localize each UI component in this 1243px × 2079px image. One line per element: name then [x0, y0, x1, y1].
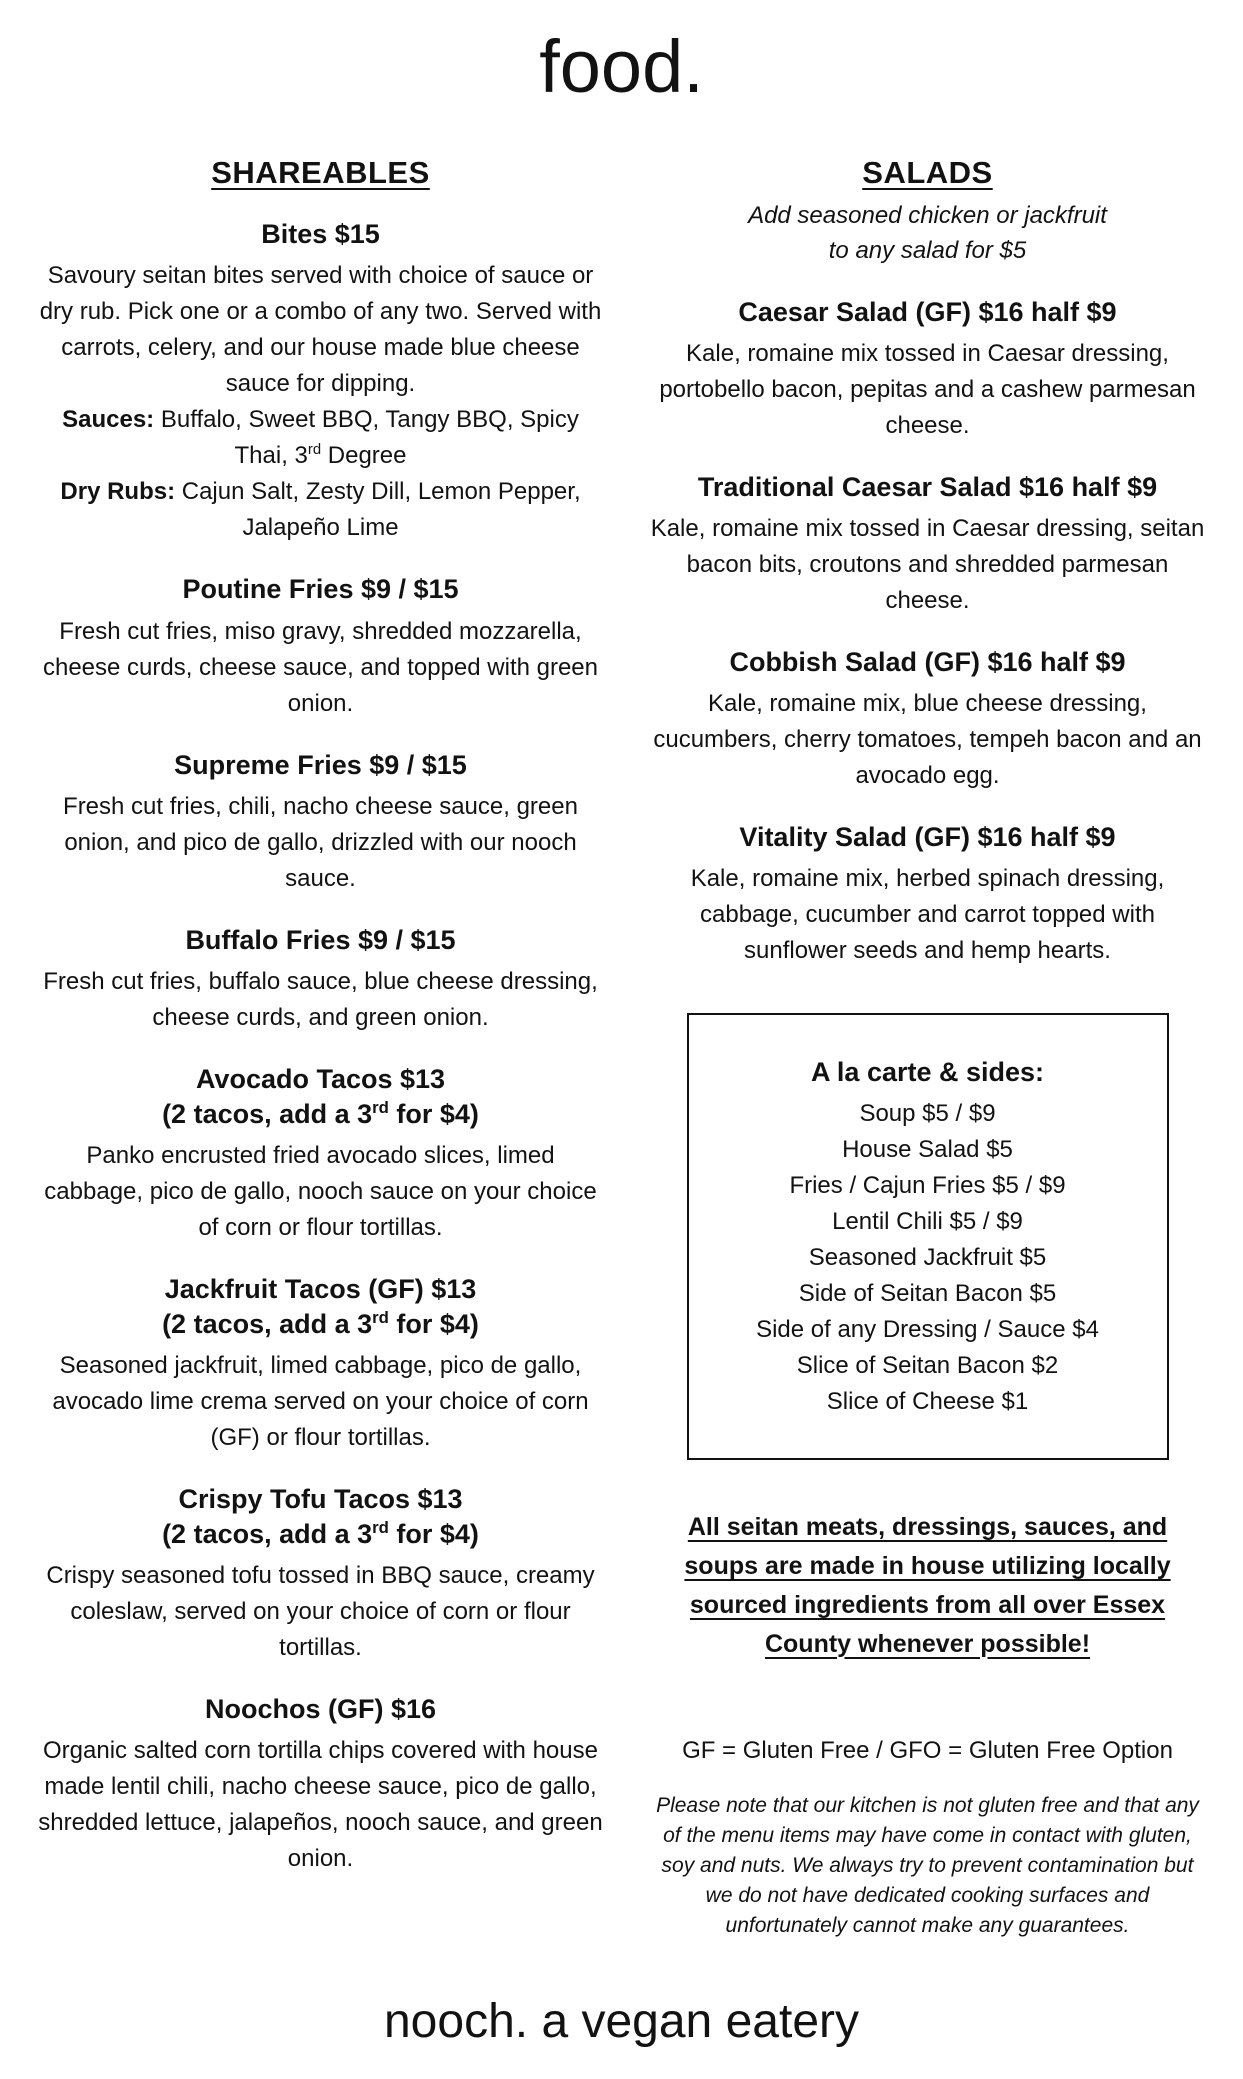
- sauces-text-end: Degree: [321, 442, 407, 470]
- item-description: Kale, romaine mix, blue cheese dressing, cucumbers, cherry tomatoes, tempeh bacon and an avocado egg.: [653, 690, 1202, 790]
- item-description: Seasoned jackfruit, limed cabbage, pico de gallo, avocado lime crema served on your choice of corn (GF) or flour tortillas.: [52, 1352, 589, 1452]
- sauces-line: [38, 402, 604, 474]
- item-description: Kale, romaine mix tossed in Caesar dressing, portobello bacon, pepitas and a cashew parmesan cheese.: [659, 340, 1196, 440]
- item-description: Fresh cut fries, buffalo sauce, blue cheese dressing, cheese curds, and green onion.: [43, 967, 598, 1031]
- ordinal-superscript: rd: [372, 1518, 389, 1538]
- item-name: Poutine Fries $9 / $15: [182, 574, 459, 605]
- taco-sub-post: for $4): [388, 1519, 479, 1550]
- item-name: Bites $15: [261, 219, 380, 250]
- item-description: Kale, romaine mix tossed in Caesar dressing, seitan bacon bits, croutons and shredded parmesan cheese.: [650, 515, 1205, 615]
- item-name: Buffalo Fries $9 / $15: [185, 924, 456, 955]
- a-la-carte-line: Soup $5 / $9: [859, 1100, 996, 1128]
- item-name: [38, 1062, 604, 1132]
- gluten-disclaimer: Please note that our kitchen is not gluten free and that any of the menu items may have come in contact with gluten, soy and nuts. We always try to prevent contamination but we do not have dedicated cooking surfaces and unfortunately cannot make any guarantees.: [656, 1794, 1199, 1937]
- salads-section: [650, 131, 1206, 1940]
- dry-rubs-text: Cajun Salt, Zesty Dill, Lemon Pepper, Jalapeño Lime: [175, 478, 581, 542]
- item-name: Traditional Caesar Salad $16 half $9: [697, 472, 1158, 503]
- taco-sub-post: for $4): [388, 1098, 479, 1129]
- taco-sub-pre: (2 tacos, add a 3: [162, 1519, 373, 1550]
- item-name-line2: [38, 1517, 604, 1552]
- item-description: Fresh cut fries, miso gravy, shredded mozzarella, cheese curds, cheese sauce, and topped with green onion.: [42, 617, 599, 717]
- a-la-carte-box: [687, 1013, 1169, 1460]
- menu-item-avocado-tacos: [38, 1062, 604, 1246]
- sauces-text: Buffalo, Sweet BBQ, Tangy BBQ, Spicy Thai, 3: [154, 406, 579, 470]
- a-la-carte-line: Slice of Seitan Bacon $2: [796, 1352, 1059, 1380]
- item-name-line2: [38, 1307, 604, 1342]
- item-name-line1: Jackfruit Tacos (GF) $13: [164, 1273, 477, 1304]
- a-la-carte-line: Fries / Cajun Fries $5 / $9: [789, 1172, 1066, 1200]
- dry-rubs-line: [38, 474, 604, 546]
- gf-legend: GF = Gluten Free / GFO = Gluten Free Option: [682, 1737, 1173, 1765]
- a-la-carte-line: Side of Seitan Bacon $5: [798, 1280, 1057, 1308]
- a-la-carte-line: House Salad $5: [842, 1136, 1013, 1164]
- item-name: Supreme Fries $9 / $15: [174, 749, 467, 780]
- a-la-carte-line: Lentil Chili $5 / $9: [832, 1208, 1023, 1236]
- item-name: Vitality Salad (GF) $16 half $9: [739, 822, 1116, 853]
- item-description: Organic salted corn tortilla chips covered with house made lentil chili, nacho cheese sauce, pico de gallo, shredded lettuce, jalapeños, nooch sauce, and green onion.: [38, 1737, 603, 1873]
- menu-item-caesar-salad: [650, 295, 1206, 444]
- a-la-carte-heading: A la carte & sides:: [810, 1057, 1045, 1088]
- ordinal-superscript: rd: [307, 442, 322, 459]
- a-la-carte-line: Seasoned Jackfruit $5: [808, 1244, 1047, 1272]
- item-description: Fresh cut fries, chili, nacho cheese sauce, green onion, and pico de gallo, drizzled with our nooch sauce.: [63, 792, 578, 892]
- a-la-carte-line: Slice of Cheese $1: [826, 1388, 1029, 1416]
- menu-columns: [0, 131, 1243, 1940]
- item-description: Crispy seasoned tofu tossed in BBQ sauce, creamy coleslaw, served on your choice of corn or flour tortillas.: [46, 1562, 595, 1662]
- item-description: Kale, romaine mix, herbed spinach dressing, cabbage, cucumber and carrot topped with sunflower seeds and hemp hearts.: [690, 865, 1165, 965]
- taco-sub-pre: (2 tacos, add a 3: [162, 1098, 373, 1129]
- item-name: [38, 1482, 604, 1552]
- shareables-heading: SHAREABLES: [211, 155, 430, 191]
- menu-title: food.: [539, 25, 704, 108]
- taco-sub-post: for $4): [388, 1309, 479, 1340]
- menu-item-traditional-caesar-salad: [650, 470, 1206, 619]
- item-name: Caesar Salad (GF) $16 half $9: [738, 296, 1117, 327]
- footer-brand: nooch. a vegan eatery: [383, 1995, 859, 2049]
- menu-item-noochos: [38, 1692, 604, 1877]
- dry-rubs-label: Dry Rubs:: [60, 478, 176, 506]
- salads-note-line2: to any salad for $5: [828, 237, 1027, 265]
- a-la-carte-line: Side of any Dressing / Sauce $4: [756, 1316, 1099, 1344]
- sauces-label: Sauces:: [62, 406, 155, 434]
- item-name-line1: Crispy Tofu Tacos $13: [178, 1484, 463, 1515]
- menu-item-cobbish-salad: [650, 645, 1206, 794]
- item-name: Cobbish Salad (GF) $16 half $9: [729, 647, 1126, 678]
- item-description: Panko encrusted fried avocado slices, limed cabbage, pico de gallo, nooch sauce on your choice of corn or flour tortillas.: [44, 1141, 597, 1241]
- ordinal-superscript: rd: [372, 1097, 389, 1117]
- item-name: [38, 1272, 604, 1342]
- item-name-line1: Avocado Tacos $13: [195, 1063, 446, 1094]
- item-name-line2: [38, 1097, 604, 1132]
- item-name: Noochos (GF) $16: [204, 1694, 437, 1725]
- menu-item-bites: [38, 217, 604, 546]
- menu-item-supreme-fries: [38, 748, 604, 897]
- salads-note-line1: Add seasoned chicken or jackfruit: [748, 202, 1107, 230]
- menu-item-jackfruit-tacos: [38, 1272, 604, 1456]
- menu-item-buffalo-fries: [38, 923, 604, 1036]
- menu-item-vitality-salad: [650, 820, 1206, 969]
- locally-sourced-note: All seitan meats, dressings, sauces, and soups are made in house utilizing locally sourced ingredients from all over Essex County whenever possible!: [684, 1513, 1171, 1658]
- ordinal-superscript: rd: [372, 1308, 389, 1328]
- item-description: Savoury seitan bites served with choice of sauce or dry rub. Pick one or a combo of any two. Served with carrots, celery, and our house made blue cheese sauce for dipping.: [39, 262, 602, 398]
- taco-sub-pre: (2 tacos, add a 3: [162, 1309, 373, 1340]
- shareables-section: [38, 131, 604, 1877]
- menu-item-poutine-fries: [38, 572, 604, 721]
- salads-add-on-note: [650, 199, 1206, 269]
- salads-heading: SALADS: [862, 155, 993, 191]
- menu-item-crispy-tofu-tacos: [38, 1482, 604, 1666]
